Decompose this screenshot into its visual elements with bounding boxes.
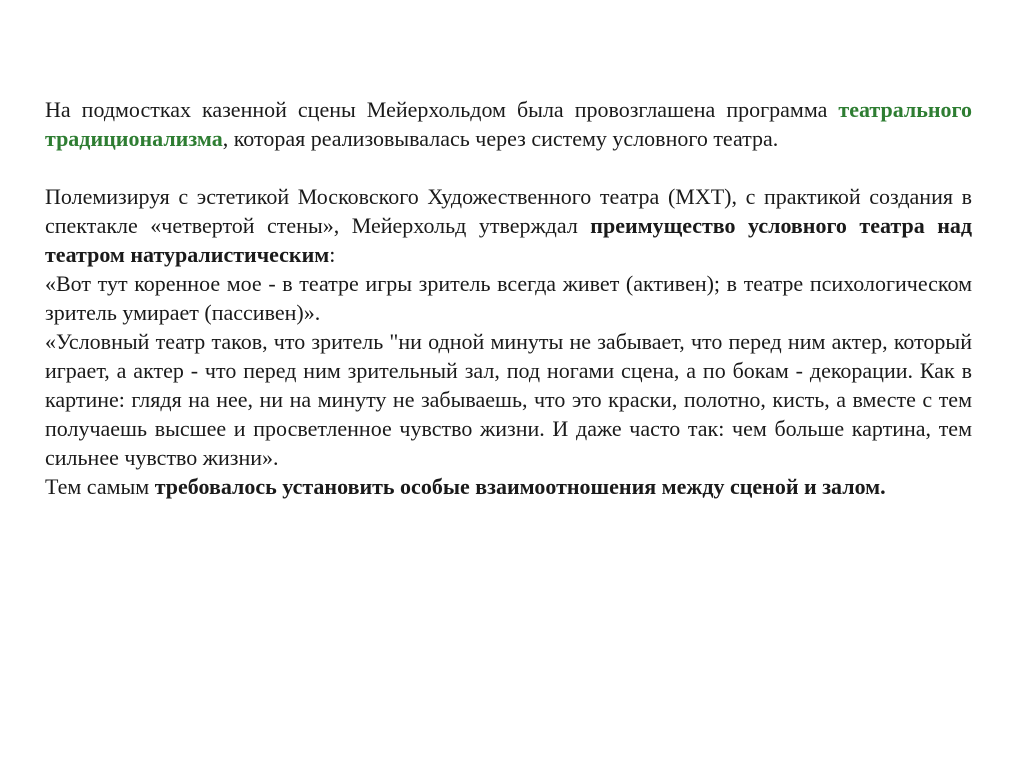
paragraph-programme-text-2: , которая реализовывалась через систему условного театра. [222,126,779,151]
paragraph-polemic [45,182,972,269]
paragraph-programme [45,95,972,153]
bold-advantage: преимущество условного театра над театром натуралистическим [45,213,972,267]
paragraph-conclusion [45,472,972,501]
paragraph-programme-text-1: На подмостках казенной сцены Мейерхольдом была провозглашена программа [45,97,839,122]
highlight-traditionalism: театрального традиционализма [45,97,972,151]
paragraph-spacer [45,153,972,182]
paragraph-conclusion-text: Тем самым [45,474,155,499]
quote-conventional-theatre: «Условный театр таков, что зритель "ни одной минуты не забывает, что перед ним актер, который играет, а актер - что перед ним зрительный зал, под ногами сцена, а по бокам - декорации. Как в картине: глядя на нее, ни на минуту не забываешь, что это краски, полотно, кисть, а вместе с тем получаешь высшее и просветленное чувство жизни. И даже часто так: чем больше картина, тем сильнее чувство жизни». [45,329,972,470]
text-body [45,95,972,501]
bold-relationship: требовалось установить особые взаимоотношения между сценой и залом. [154,474,886,499]
paragraph-polemic-text-2: : [329,242,336,267]
paragraph-polemic-text-1: Полемизируя с эстетикой Московского Художественного театра (МХТ), с практикой создания в спектакле «четвертой стены», Мейерхольд утверждал [45,184,972,238]
quote-theatre-of-play: «Вот тут коренное мое - в театре игры зритель всегда живет (активен); в театре психологическом зритель умирает (пассивен)». [45,271,972,325]
